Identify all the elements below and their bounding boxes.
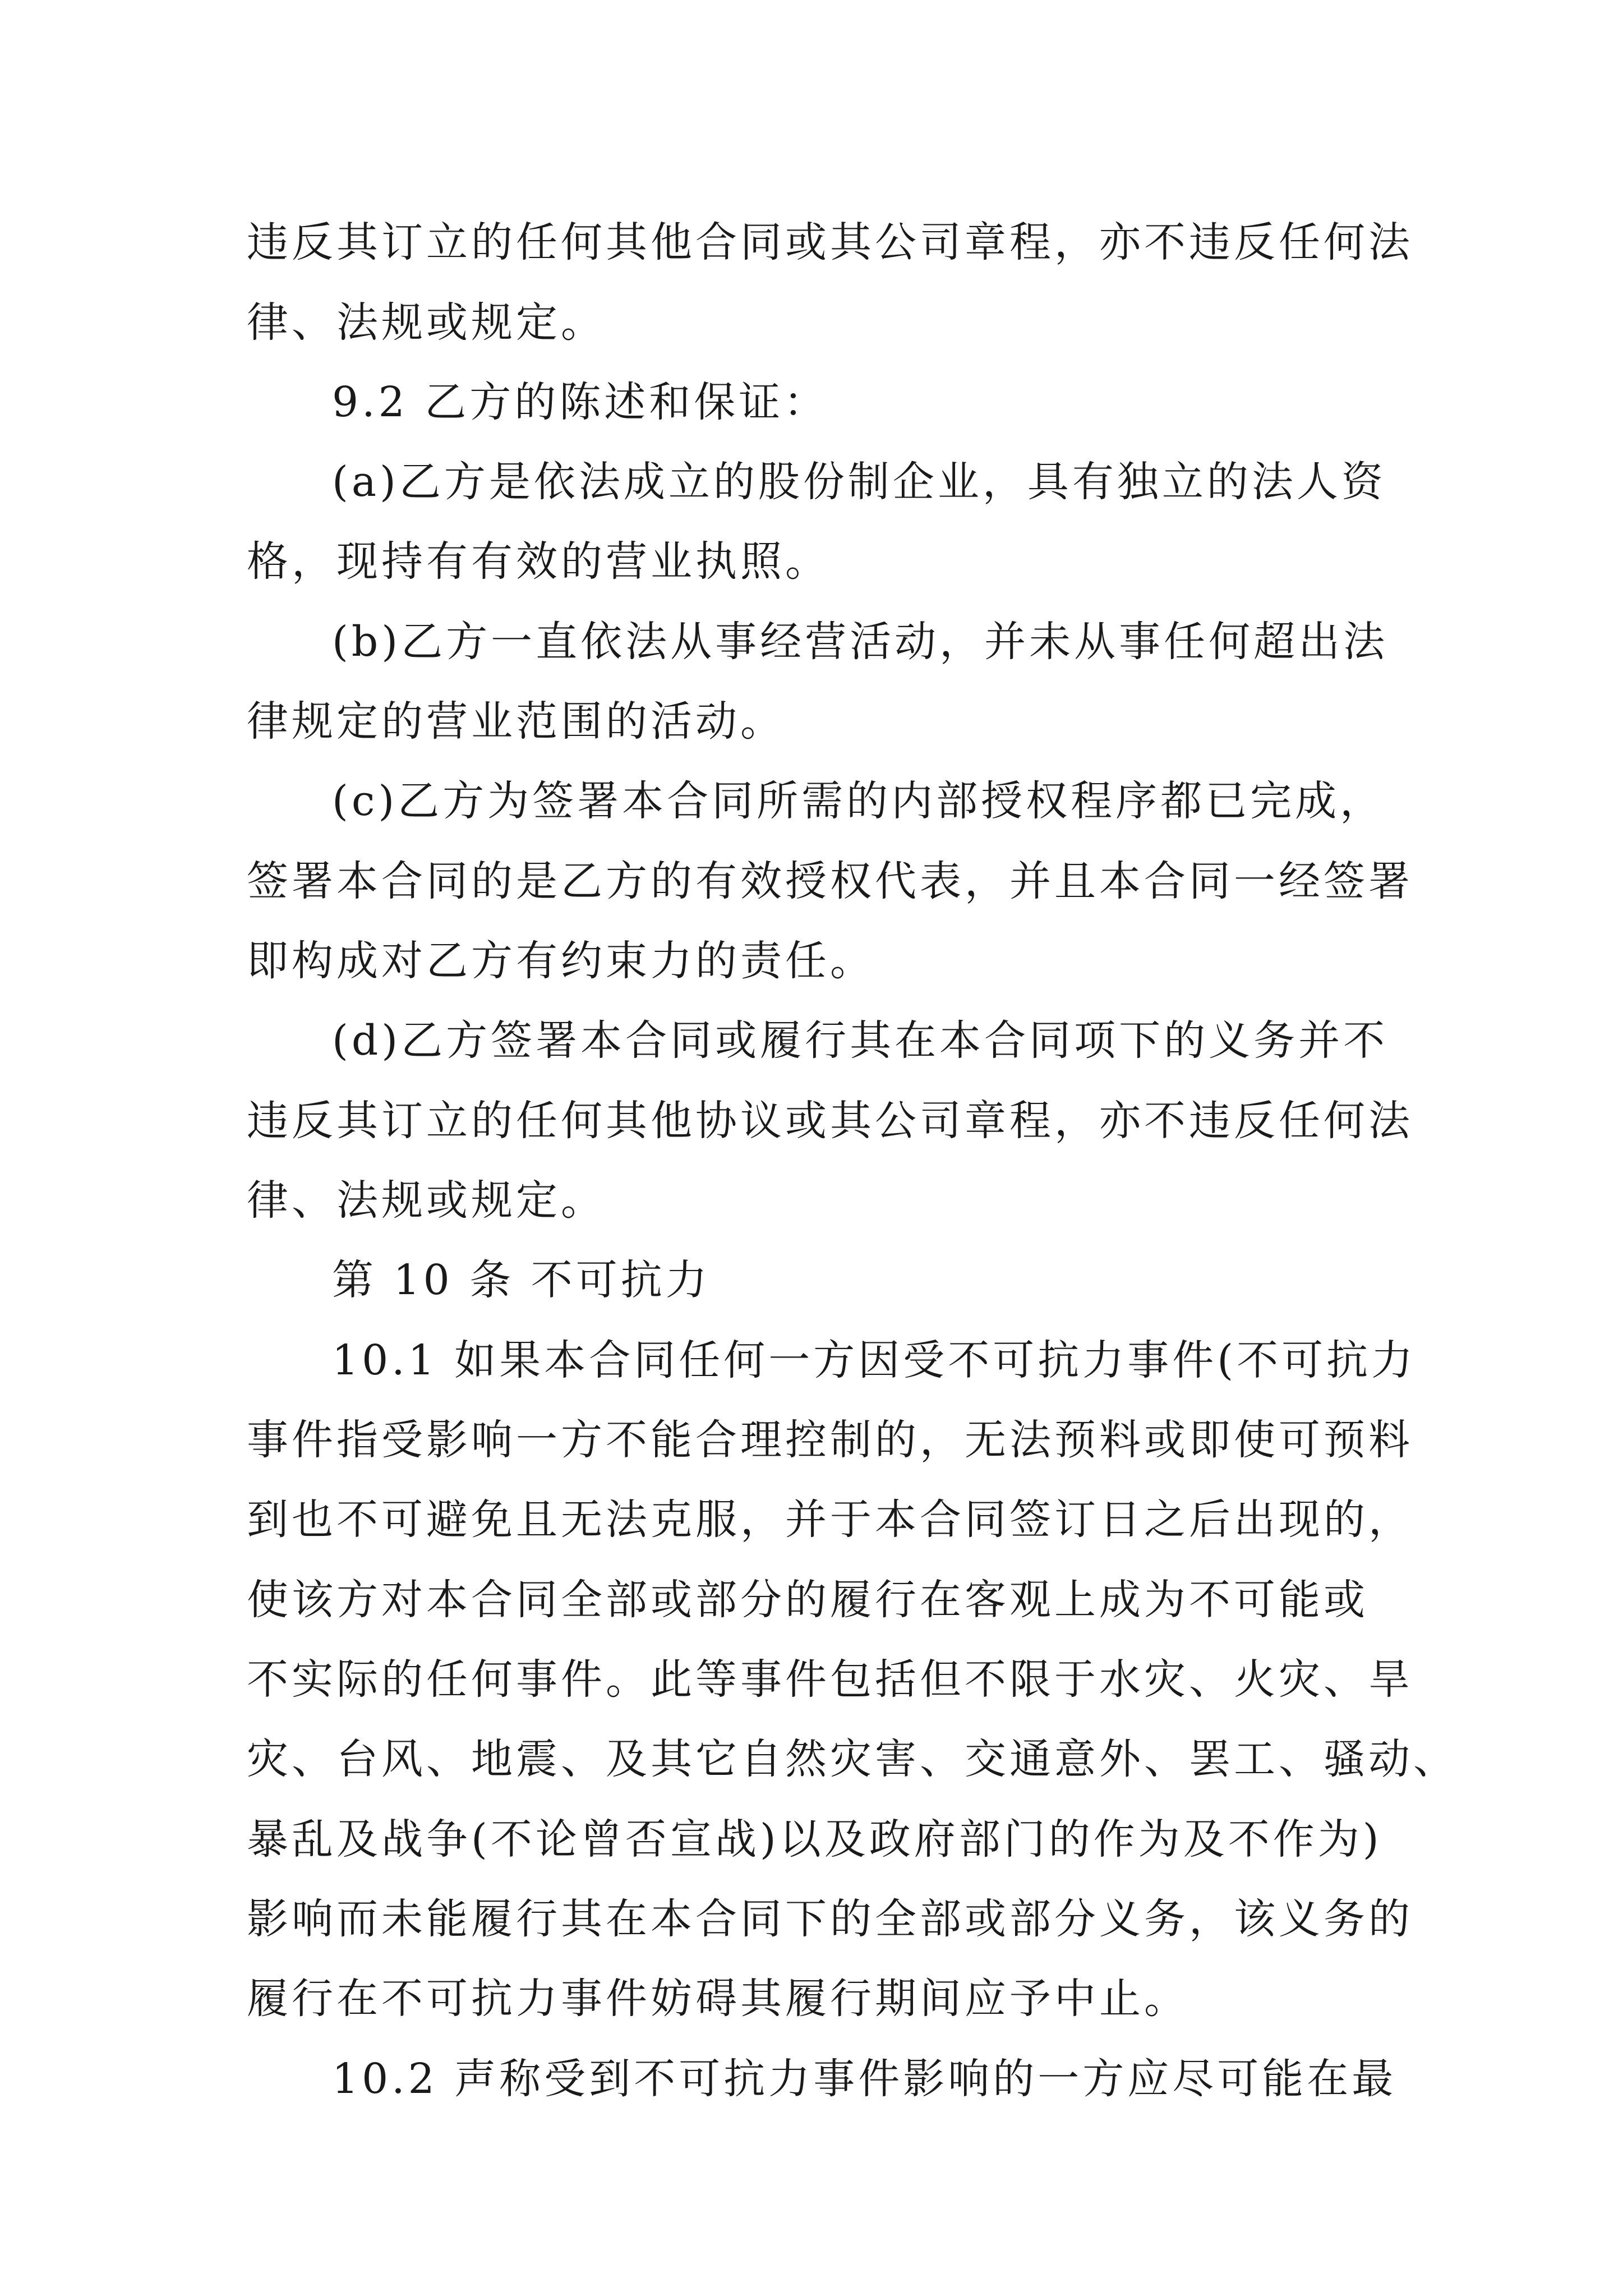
text-line-1: 违反其订立的任何其他合同或其公司章程，亦不违反任何法: [247, 218, 1413, 266]
clause-10-1-line-9: 履行在不可抗力事件妨碍其履行期间应予中止。: [247, 1975, 1189, 2023]
clause-10-1-line-4: 使该方对本合同全部或部分的履行在客观上成为不可能或: [247, 1576, 1368, 1624]
text-line-2: 律、法规或规定。: [247, 298, 606, 347]
clause-10-1-line-1: 10.1 如果本合同任何一方因受不可抗力事件(不可抗力: [332, 1336, 1417, 1384]
clause-10-1-line-5: 不实际的任何事件。此等事件包括但不限于水灾、火灾、旱: [247, 1655, 1413, 1704]
clause-10-1-line-7: 暴乱及战争(不论曾否宣战)以及政府部门的作为及不作为): [247, 1815, 1382, 1864]
clause-10-2-line-1: 10.2 声称受到不可抗力事件影响的一方应尽可能在最: [332, 2055, 1397, 2103]
clause-10-1-line-8: 影响而未能履行其在本合同下的全部或部分义务，该义务的: [247, 1895, 1413, 1943]
article-10-heading: 第 10 条 不可抗力: [332, 1256, 711, 1304]
clause-10-1-line-3: 到也不可避免且无法克服，并于本合同签订日之后出现的，: [247, 1496, 1413, 1544]
clause-10-1-line-2: 事件指受影响一方不能合理控制的，无法预料或即使可预料: [247, 1416, 1413, 1464]
clause-a-line-2: 格，现持有有效的营业执照。: [247, 537, 830, 586]
clause-d-line-2: 违反其订立的任何其他协议或其公司章程，亦不违反任何法: [247, 1097, 1413, 1145]
clause-b-line-1: (b)乙方一直依法从事经营活动，并未从事任何超出法: [332, 618, 1389, 666]
clause-c-line-2: 签署本合同的是乙方的有效授权代表，并且本合同一经签署: [247, 857, 1413, 905]
clause-d-line-3: 律、法规或规定。: [247, 1176, 606, 1225]
clause-10-1-line-6: 灾、台风、地震、及其它自然灾害、交通意外、罢工、骚动、: [247, 1735, 1458, 1783]
clause-c-line-1: (c)乙方为签署本合同所需的内部授权程序都已完成，: [332, 777, 1385, 825]
clause-c-line-3: 即构成对乙方有约束力的责任。: [247, 937, 875, 985]
clause-a-line-1: (a)乙方是依法成立的股份制企业，具有独立的法人资: [332, 458, 1386, 506]
clause-b-line-2: 律规定的营业范围的活动。: [247, 697, 785, 746]
section-heading-9-2: 9.2 乙方的陈述和保证：: [332, 378, 829, 426]
clause-d-line-1: (d)乙方签署本合同或履行其在本合同项下的义务并不: [332, 1016, 1389, 1065]
